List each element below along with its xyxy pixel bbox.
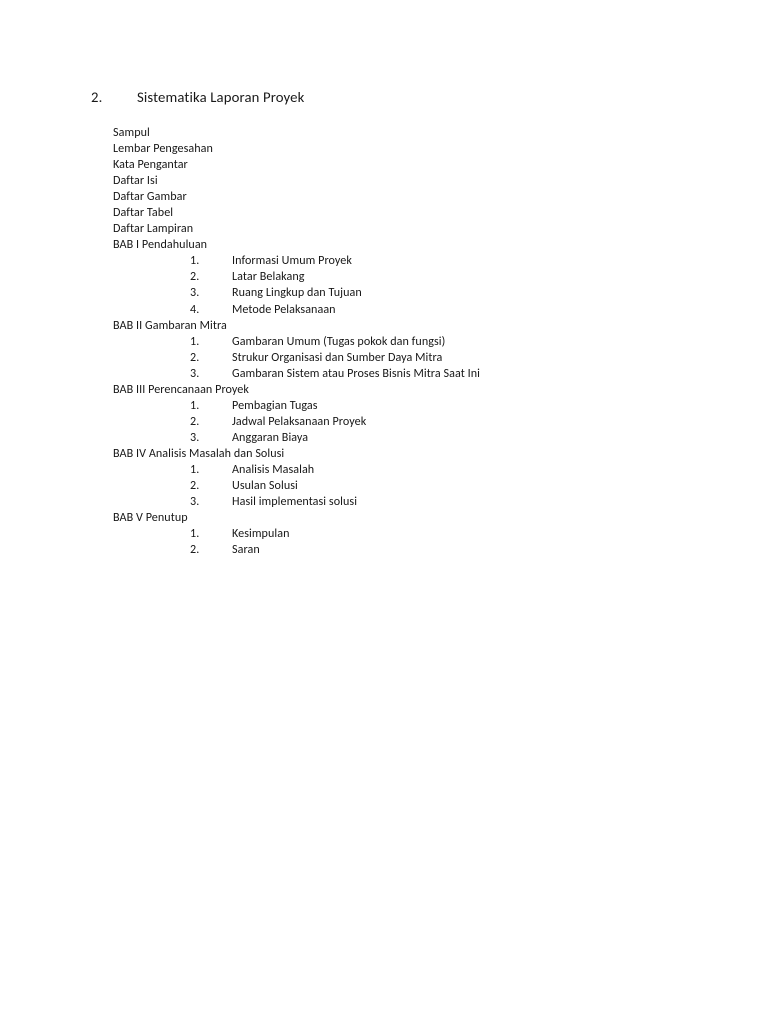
chapter-subitem-number: 2. xyxy=(190,269,200,285)
chapter-subitem xyxy=(190,398,713,414)
chapter-subitem xyxy=(190,462,713,478)
chapter-subitem xyxy=(190,494,713,510)
chapter-subitem-text: Pembagian Tugas xyxy=(232,397,318,413)
front-matter-item: Daftar Isi xyxy=(113,173,158,189)
chapter-subitem-number: 1. xyxy=(190,397,200,413)
chapter-subitem-number: 3. xyxy=(190,285,200,301)
chapter-subitem-text: Gambaran Umum (Tugas pokok dan fungsi) xyxy=(232,333,446,349)
chapter-subitem-text: Saran xyxy=(232,542,260,558)
chapter-subitem-text: Strukur Organisasi dan Sumber Daya Mitra xyxy=(232,349,443,365)
chapter-subitem-text: Anggaran Biaya xyxy=(232,429,309,445)
chapter-subitem xyxy=(190,253,713,269)
section-heading-text: Sistematika Laporan Proyek xyxy=(137,88,305,106)
chapter-subitem xyxy=(190,334,713,350)
chapter-title: BAB II Gambaran Mitra xyxy=(113,317,227,333)
chapter-subitem-text: Latar Belakang xyxy=(232,269,305,285)
chapter-subitem xyxy=(190,526,713,542)
chapter-subitem-number: 2. xyxy=(190,542,200,558)
front-matter-item: Daftar Lampiran xyxy=(113,221,194,237)
chapter-title: BAB III Perencanaan Proyek xyxy=(113,381,249,397)
chapter-subitem-number: 1. xyxy=(190,253,200,269)
chapter-subitem-number: 4. xyxy=(190,301,200,317)
chapter-subitem-text: Kesimpulan xyxy=(232,526,290,542)
section-heading xyxy=(91,88,304,107)
chapter-subitem-number: 3. xyxy=(190,494,200,510)
chapter-subitem xyxy=(190,430,713,446)
chapter-subitem xyxy=(190,350,713,366)
chapter-subitem xyxy=(190,542,713,558)
chapter-title: BAB I Pendahuluan xyxy=(113,237,208,253)
report-outline-list xyxy=(113,125,713,558)
chapter-subitem xyxy=(190,285,713,301)
front-matter-item: Lembar Pengesahan xyxy=(113,141,213,157)
chapter-subitem-number: 1. xyxy=(190,333,200,349)
front-matter-item: Daftar Gambar xyxy=(113,189,187,205)
section-heading-number: 2. xyxy=(91,88,103,106)
chapter-subitem-number: 3. xyxy=(190,365,200,381)
front-matter-item: Daftar Tabel xyxy=(113,205,174,221)
front-matter-item: Kata Pengantar xyxy=(113,157,188,173)
chapter-subitem xyxy=(190,366,713,382)
chapter-subitem xyxy=(190,302,713,318)
chapter-subitem-text: Ruang Lingkup dan Tujuan xyxy=(232,285,362,301)
chapter-subitem-number: 1. xyxy=(190,526,200,542)
front-matter-item: Sampul xyxy=(113,125,150,140)
chapter-subitem-text: Hasil implementasi solusi xyxy=(232,494,358,510)
chapter-subitem-text: Jadwal Pelaksanaan Proyek xyxy=(232,413,367,429)
chapter-subitem xyxy=(190,269,713,285)
chapter-title: BAB V Penutup xyxy=(113,510,188,526)
chapter-subitem-number: 3. xyxy=(190,429,200,445)
chapter-subitem-text: Metode Pelaksanaan xyxy=(232,301,336,317)
chapter-subitem-number: 2. xyxy=(190,349,200,365)
chapter-subitem-number: 2. xyxy=(190,413,200,429)
chapter-subitem-text: Informasi Umum Proyek xyxy=(232,253,352,269)
chapter-subitem xyxy=(190,414,713,430)
chapter-subitem-text: Usulan Solusi xyxy=(232,478,298,494)
chapter-subitem-number: 1. xyxy=(190,461,200,477)
chapter-subitem-number: 2. xyxy=(190,478,200,494)
chapter-subitem-text: Gambaran Sistem atau Proses Bisnis Mitra Saat Ini xyxy=(232,365,480,381)
chapter-title: BAB IV Analisis Masalah dan Solusi xyxy=(113,445,285,461)
chapter-subitem xyxy=(190,478,713,494)
chapter-subitem-text: Analisis Masalah xyxy=(232,461,315,477)
